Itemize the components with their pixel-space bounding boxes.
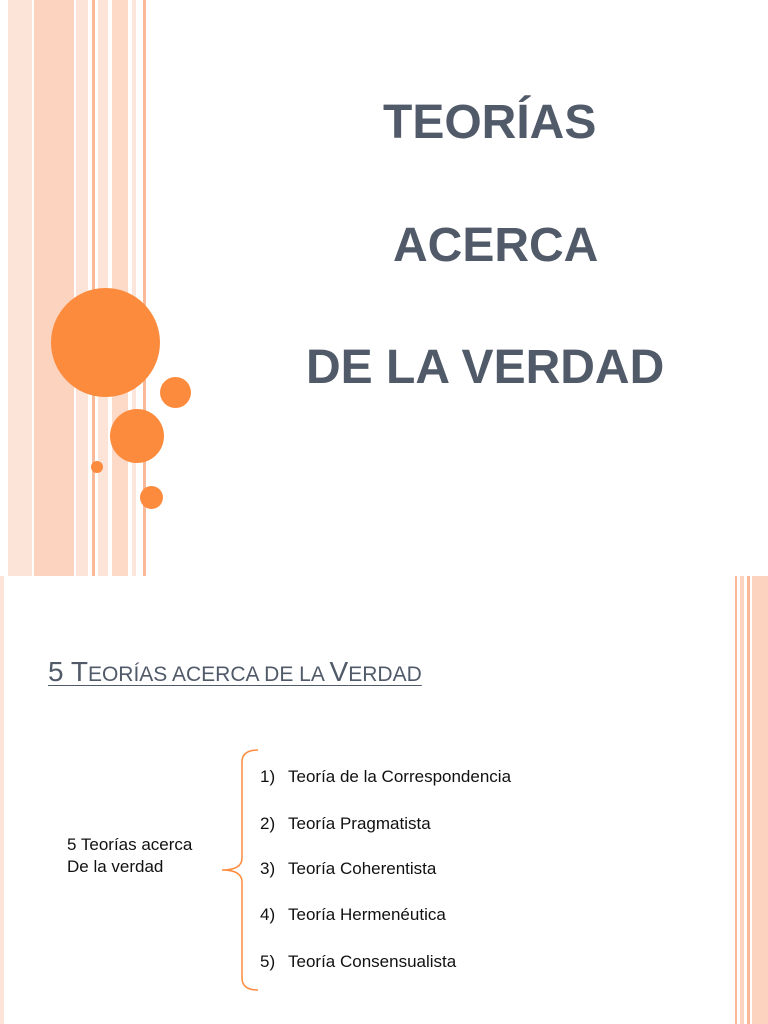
section-title: 5 TEORÍAS ACERCA DE LA VERDAD <box>48 656 422 687</box>
list-item: 5) Teoría Consensualista <box>260 952 457 971</box>
decorative-circle-small <box>160 377 191 408</box>
list-item: 2) Teoría Pragmatista <box>260 814 431 833</box>
curly-brace <box>216 748 264 994</box>
decorative-stripe <box>740 576 744 1024</box>
list-item: 1) Teoría de la Correspondencia <box>260 767 512 786</box>
decorative-stripe <box>747 576 750 1024</box>
decorative-stripe <box>0 576 4 1024</box>
decorative-circle-small <box>140 486 163 509</box>
title-line-3: DE LA VERDAD <box>306 341 665 394</box>
decorative-circle-large <box>51 288 160 397</box>
decorative-circle-medium <box>110 409 164 463</box>
side-label: 5 Teorías acerca De la verdad <box>67 835 193 876</box>
decorative-stripe <box>34 0 74 576</box>
decorative-stripe <box>752 576 768 1024</box>
list-item: 3) Teoría Coherentista <box>260 859 437 878</box>
decorative-stripe <box>132 0 136 576</box>
content-slide <box>0 576 768 1024</box>
decorative-stripe <box>735 576 737 1024</box>
list-item: 4) Teoría Hermenéutica <box>260 905 446 924</box>
decorative-circle-tiny <box>91 461 103 473</box>
title-line-2: ACERCA <box>393 219 599 272</box>
title-line-1: TEORÍAS <box>383 96 597 149</box>
decorative-stripe <box>8 0 32 576</box>
decorative-stripe <box>76 0 88 576</box>
